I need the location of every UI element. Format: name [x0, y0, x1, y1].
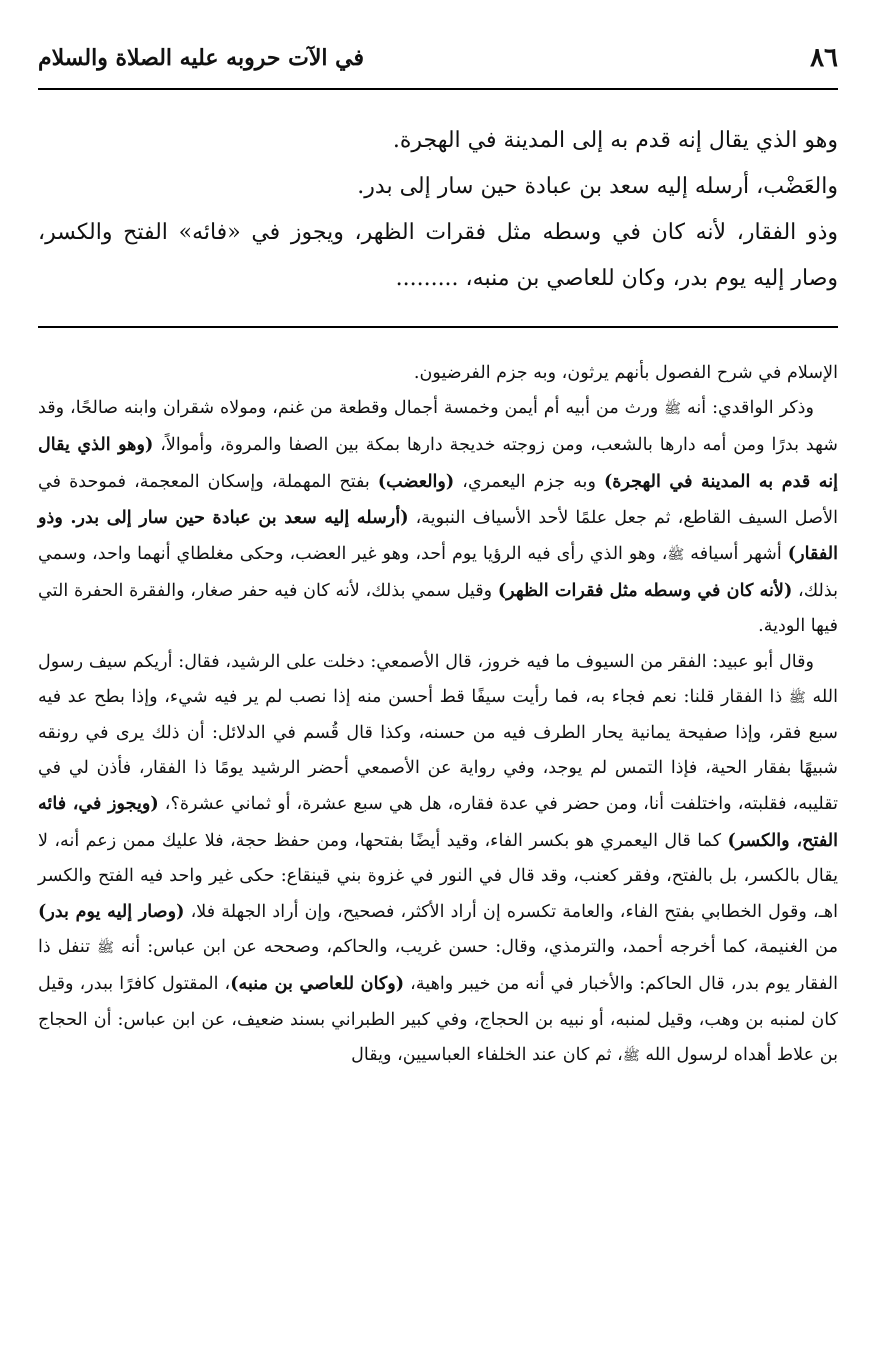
commentary-paragraph	[38, 391, 838, 644]
main-text-line: والعَضْب، أرسله إليه سعد بن عبادة حين سار إلى بدر.	[357, 174, 838, 199]
commentary-paragraph	[38, 645, 838, 1074]
quoted-main-text: (أرسله إليه سعد بن عبادة حين سار إلى بدر. وذو الفقار)	[38, 506, 838, 565]
commentary-separator	[38, 326, 838, 328]
text-run: وقال أبو عبيد: الفقر من السيوف ما فيه خروز، قال الأصمعي: دخلت على الرشيد، فقال: أريكم سيف رسول الله	[38, 651, 838, 707]
page-header	[38, 38, 838, 78]
quoted-main-text: (وصار إليه يوم بدر)	[38, 901, 185, 923]
running-title: في الآت حروبه عليه الصلاة والسلام	[38, 45, 365, 71]
quoted-main-text: (لأنه كان في وسطه مثل فقرات الظهر)	[497, 580, 793, 602]
honorific-glyph: ﷺ	[667, 547, 685, 564]
text-run: بفتح المهملة، وإسكان المعجمة، فموحدة في الأصل السيف القاطع، ثم جعل علمًا لأحد الأسياف النبوية،	[38, 471, 838, 528]
quoted-main-text: (ويجوز في، فائه الفتح، والكسر)	[38, 793, 838, 851]
quoted-main-text: (والعضب)	[377, 470, 455, 492]
text-run: وقيل سمي بذلك، لأنه كان فيه حفر صغار، والفقرة الحفرة التي فيها الودية.	[38, 581, 838, 637]
text-run: وذكر الواقدي: أنه	[681, 398, 814, 419]
honorific-glyph: ﷺ	[97, 940, 115, 957]
continuation-dots: .........	[395, 266, 459, 291]
text-run: ذا الفقار قلنا: نعم فجاء به، فما رأيت سيفًا قط أحسن منه إذا نصب لم ير فيه شيء، وإذا بطح عد فيه سبع فقر، وإذا صفيحة يمانية يحار الطرف فيه من حسنه، وكذا قال قُسم في الدلائل: أن ذلك يرى في رونقه شبيهًا بفقار الحية، فإذا التمس لم يوجد، وفي رواية عن الأصمعي أحضر الرشيد يومًا ذا الفقار، فأذن لي في تقليبه، فقلبته، واختلفت أنا، ومن حضر في عدة فقاره، هل هي سبع عشرة، أو ثماني عشرة؟،	[38, 686, 838, 815]
main-text-segment: وذو الفقار، لأنه كان في وسطه مثل فقرات الظهر، ويجوز في «فائه» الفتح والكسر، وصار إليه يوم بدر، وكان للعاصي بن منبه،	[38, 220, 838, 291]
page-number: ٨٦	[810, 43, 838, 73]
text-run: تنفل ذا الفقار يوم بدر، قال الحاكم: والأخبار في أنه من خيبر واهية،	[38, 937, 838, 995]
quoted-main-text: (وهو الذي يقال إنه قدم به المدينة في الهجرة)	[38, 434, 839, 492]
text-run: من الغنيمة، كما أخرجه أحمد، والترمذي، وقال: حسن غريب، والحاكم، وصححه عن ابن عباس: أنه	[114, 937, 838, 958]
main-text	[38, 118, 838, 302]
header-rule	[38, 88, 838, 90]
commentary-paragraph: الإسلام في شرح الفصول بأنهم يرثون، وبه جزم الفرضيون.	[413, 363, 838, 383]
honorific-glyph: ﷺ	[664, 401, 682, 418]
text-run: ، وهو الذي رأى فيه الرؤيا يوم أحد، وهو غير العضب، وحكى مغلطاي أنهما واحد، وسمي بذلك،	[38, 544, 839, 602]
commentary-text	[38, 356, 838, 1074]
text-run: كما قال اليعمري هو بكسر الفاء، وقيد أيضًا بفتحها، ومن حفظ حجة، فلا عليك ممن زعم أنه، لا يقال بالكسر، بل بالفتح، وفقر كعنب، وقد قال في النور في غزوة بني قينقاع: حكى غير واحد فيه الفتح والكسر اهـ، وقول الخطابي بفتح الفاء، والعامة تكسره إن أراد الأكثر، فصحيح، وإن أراد الجهلة فلا،	[38, 830, 838, 923]
text-run: وبه جزم اليعمري،	[454, 471, 604, 492]
text-run: ، ثم كان عند الخلفاء العباسيين، ويقال	[351, 1044, 623, 1065]
text-run: أشهر أسيافه	[684, 544, 788, 565]
main-text-line	[38, 210, 838, 302]
text-run: ، المقتول كافرًا ببدر، وقيل كان لمنبه بن وهب، وقيل لمنبه، أو نبيه بن الحجاج، وفي كبير الطبراني بسند ضعيف، عن ابن عباس: أن الحجاج بن علاط أهداه لرسول الله	[38, 974, 838, 1065]
honorific-glyph: ﷺ	[788, 689, 806, 706]
honorific-glyph: ﷺ	[622, 1047, 640, 1064]
main-text-line: وهو الذي يقال إنه قدم به إلى المدينة في الهجرة.	[392, 128, 838, 153]
quoted-main-text: (وكان للعاصي بن منبه)	[230, 973, 405, 995]
text-run: ورث من أبيه أم أيمن وخمسة أجمال وقطعة من غنم، ومولاه شقران وابنه صالحًا، وقد شهد بدرًا ومن أمه دارها بالشعب، ومن زوجته خديجة دارها بمكة بين الصفا والمروة، وأموالاً،	[38, 398, 838, 456]
